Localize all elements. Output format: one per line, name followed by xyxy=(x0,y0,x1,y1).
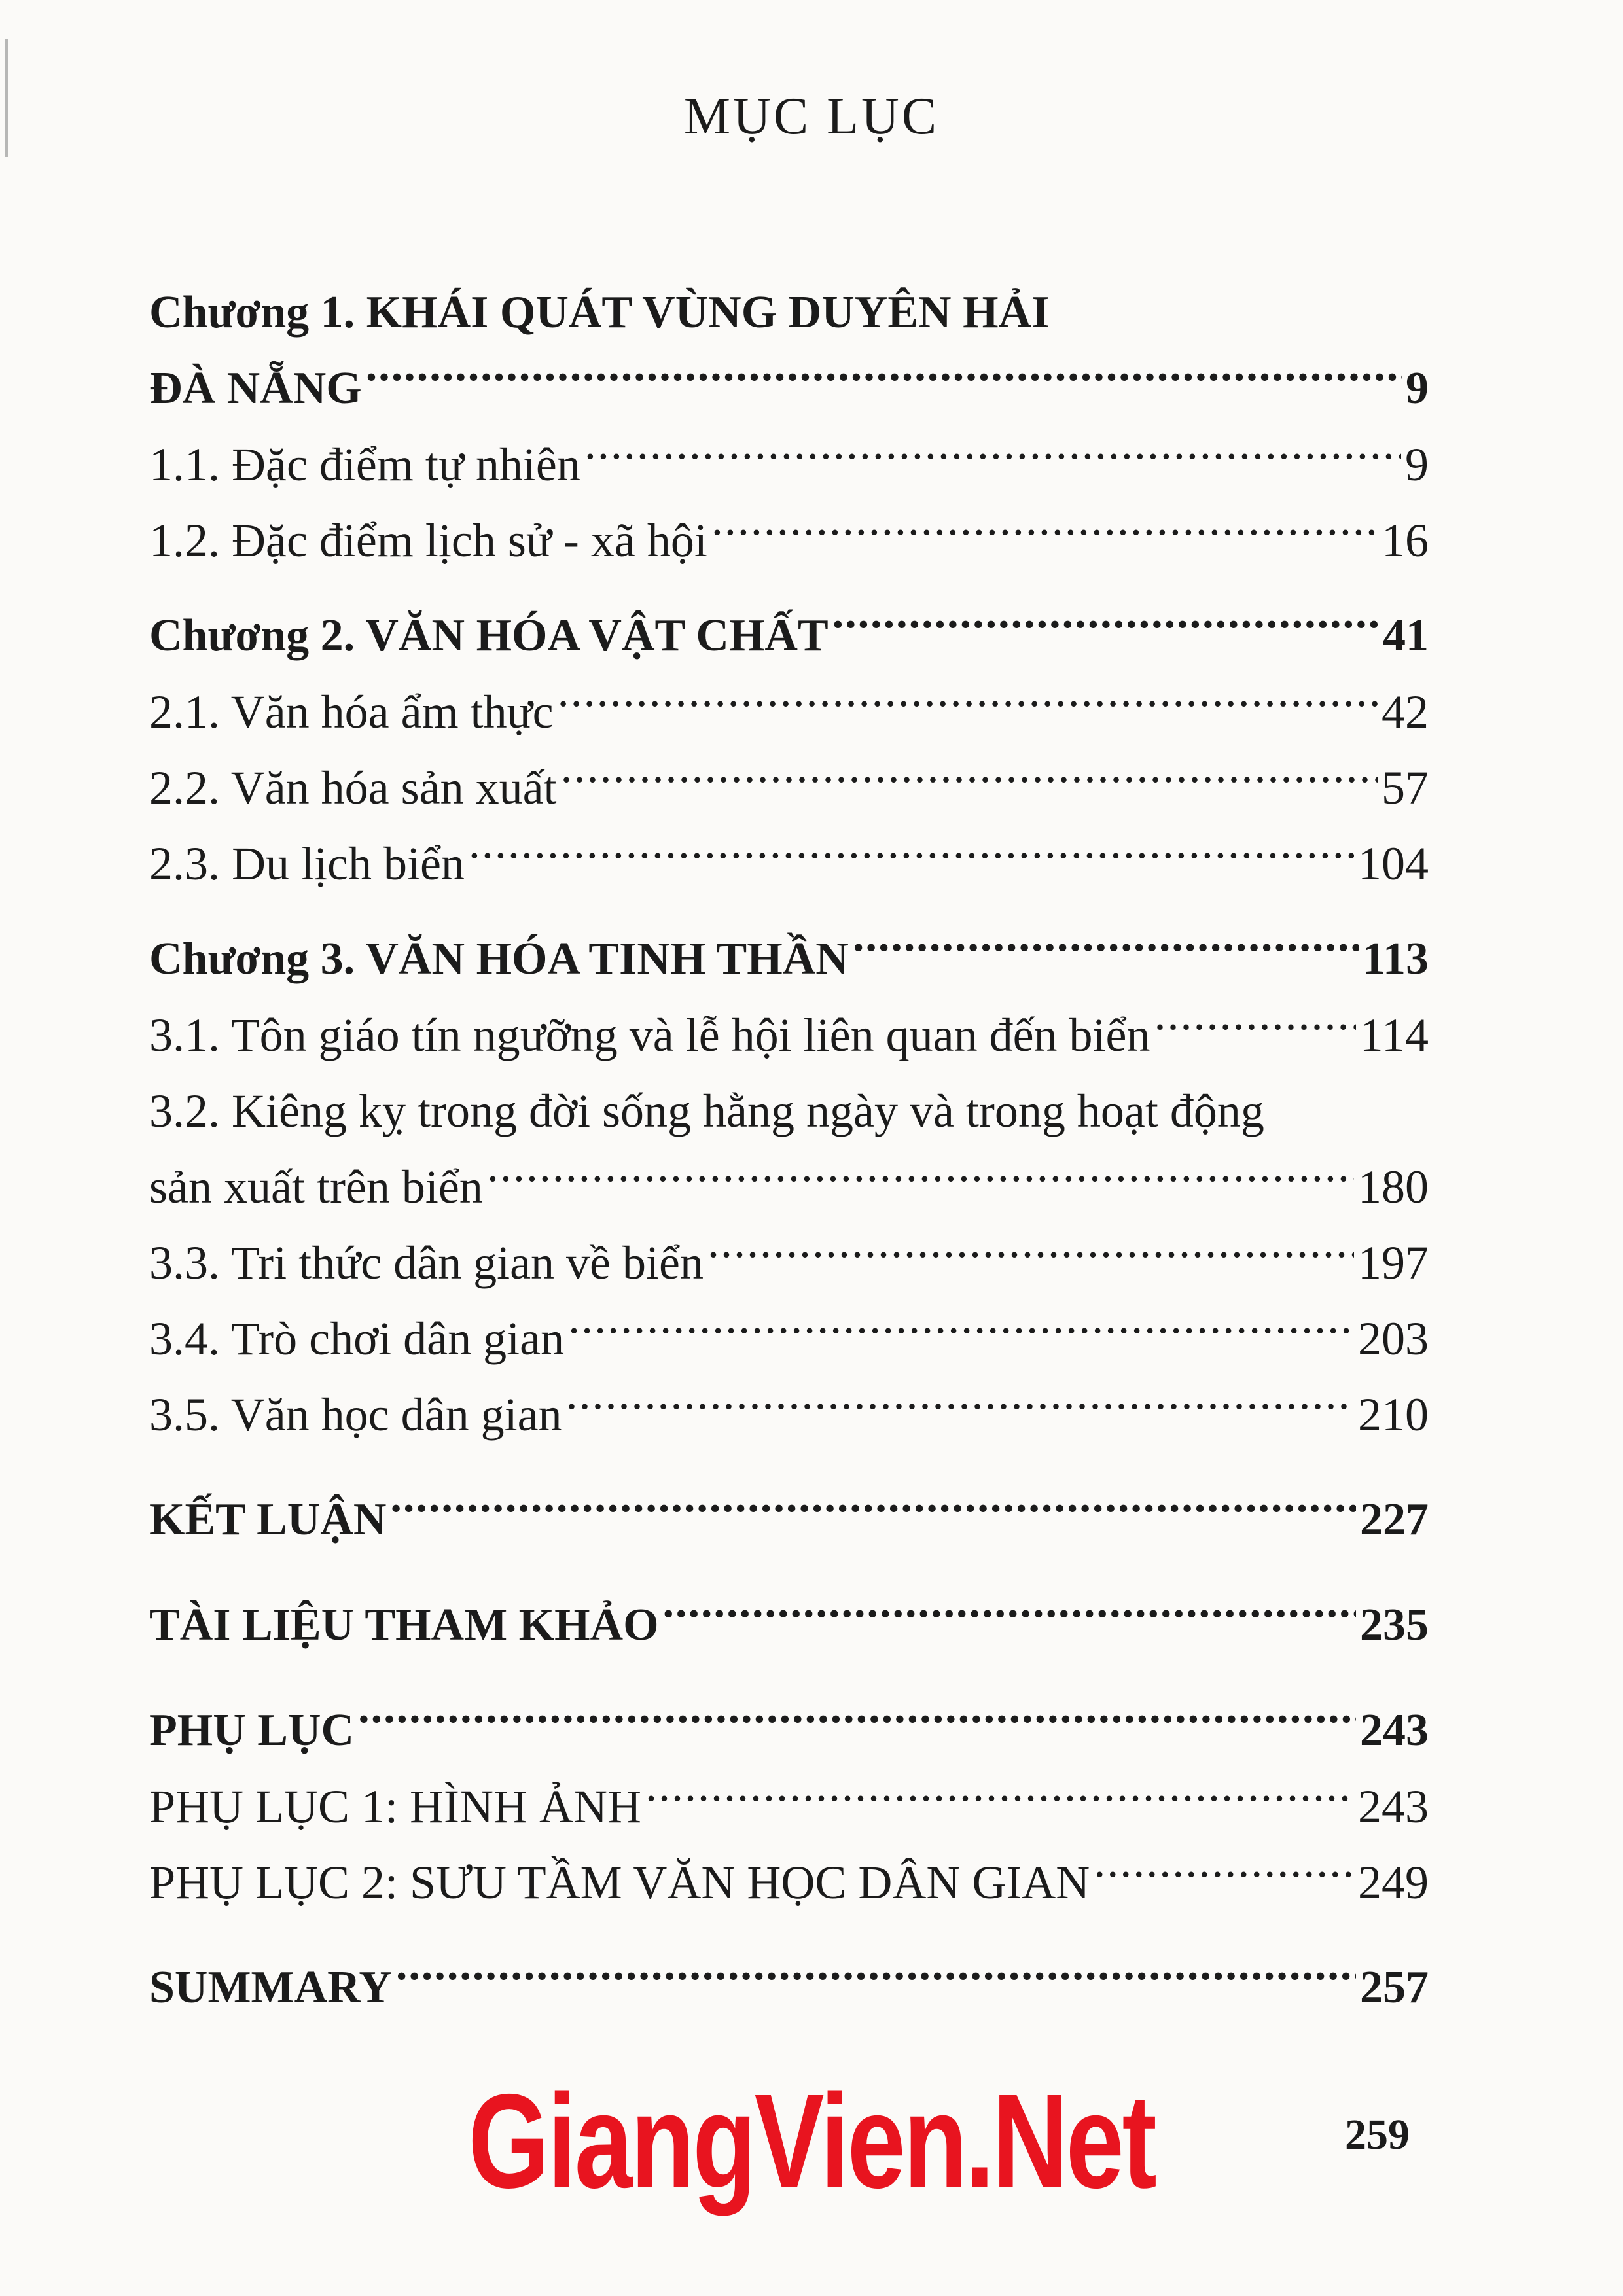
toc-entry-label: PHỤ LỤC xyxy=(149,1705,355,1756)
toc-entry-label: SUMMARY xyxy=(149,1962,392,2013)
toc-entry-section-3-1[interactable] xyxy=(149,997,1429,1073)
toc-entry-summary[interactable] xyxy=(149,1950,1429,2026)
toc-page-number: 180 xyxy=(1358,1161,1429,1213)
toc-entry-chapter-3[interactable] xyxy=(149,921,1429,997)
toc-entry-label: PHỤ LỤC 2: SƯU TẦM VĂN HỌC DÂN GIAN xyxy=(149,1856,1090,1909)
dot-leader xyxy=(707,1231,1354,1279)
toc-entry-section-3-4[interactable] xyxy=(149,1301,1429,1377)
toc-entry-section-3-3[interactable] xyxy=(149,1225,1429,1301)
toc-entry-label: ĐÀ NẴNG xyxy=(149,363,362,414)
toc-page-number: 197 xyxy=(1358,1237,1429,1289)
dot-leader xyxy=(584,433,1401,480)
dot-leader xyxy=(561,756,1378,804)
toc-page-number: 57 xyxy=(1382,762,1429,814)
toc-page-number: 9 xyxy=(1406,363,1429,414)
dot-leader xyxy=(358,1699,1356,1745)
watermark-logo: GiangVien.Net xyxy=(468,2066,1155,2216)
toc-page-number: 16 xyxy=(1382,514,1429,567)
dot-leader xyxy=(487,1156,1354,1203)
toc-entry-label: KẾT LUẬN xyxy=(149,1494,387,1545)
toc-page-number: 41 xyxy=(1383,610,1429,661)
toc-entry-label: sản xuất trên biển xyxy=(149,1161,483,1213)
toc-entry-conclusion[interactable] xyxy=(149,1482,1429,1558)
toc-page-number: 257 xyxy=(1360,1962,1429,2013)
table-of-contents xyxy=(149,275,1429,2026)
toc-page-number: 104 xyxy=(1358,838,1429,890)
dot-leader xyxy=(469,832,1354,879)
toc-page-number: 9 xyxy=(1405,438,1429,491)
toc-entry-label: 2.3. Du lịch biển xyxy=(149,838,465,890)
toc-page-number: 243 xyxy=(1358,1780,1429,1833)
toc-entry-references[interactable] xyxy=(149,1587,1429,1663)
dot-leader xyxy=(396,1956,1356,2002)
toc-entry-label: Chương 2. VĂN HÓA VẬT CHẤT xyxy=(149,610,829,661)
toc-page-number: 42 xyxy=(1382,686,1429,738)
toc-entry-section-2-3[interactable] xyxy=(149,826,1429,902)
toc-entry-label: Chương 3. VĂN HÓA TINH THẦN xyxy=(149,934,849,984)
toc-page-number: 203 xyxy=(1358,1313,1429,1365)
toc-entry-chapter-1-line-1[interactable] xyxy=(149,275,1429,351)
toc-page-number: 227 xyxy=(1360,1494,1429,1545)
toc-entry-section-2-2[interactable] xyxy=(149,750,1429,826)
dot-leader xyxy=(1094,1851,1354,1898)
toc-entry-label: TÀI LIỆU THAM KHẢO xyxy=(149,1600,659,1650)
dot-leader xyxy=(853,928,1359,974)
toc-page-number: 249 xyxy=(1358,1856,1429,1909)
dot-leader xyxy=(558,680,1378,728)
toc-entry-section-2-1[interactable] xyxy=(149,674,1429,750)
toc-entry-chapter-2[interactable] xyxy=(149,598,1429,674)
dot-leader xyxy=(568,1307,1354,1354)
toc-entry-section-1-2[interactable] xyxy=(149,503,1429,578)
toc-entry-appendix-2[interactable] xyxy=(149,1845,1429,1920)
toc-page-number: 114 xyxy=(1359,1009,1429,1061)
toc-entry-label: 3.5. Văn học dân gian xyxy=(149,1388,562,1441)
dot-leader xyxy=(566,1383,1354,1430)
toc-entry-label: 2.1. Văn hóa ẩm thực xyxy=(149,686,554,738)
toc-entry-section-3-2[interactable] xyxy=(149,1149,1429,1225)
toc-entry-label: 3.3. Tri thức dân gian về biển xyxy=(149,1237,704,1289)
toc-entry-label: 3.4. Trò chơi dân gian xyxy=(149,1313,565,1365)
toc-entry-section-3-5[interactable] xyxy=(149,1377,1429,1453)
dot-leader xyxy=(1154,1004,1356,1051)
toc-entry-label: 3.1. Tôn giáo tín ngưỡng và lễ hội liên quan đến biển xyxy=(149,1009,1150,1061)
page-title: MỤC LỤC xyxy=(683,88,940,145)
toc-page-number: 243 xyxy=(1360,1705,1429,1756)
toc-entry-label: PHỤ LỤC 1: HÌNH ẢNH xyxy=(149,1780,641,1833)
toc-entry-label: 1.1. Đặc điểm tự nhiên xyxy=(149,438,580,491)
toc-entry-appendix[interactable] xyxy=(149,1693,1429,1769)
toc-page-number: 210 xyxy=(1358,1388,1429,1441)
toc-entry-label: 3.2. Kiêng kỵ trong đời sống hằng ngày và trong hoạt động xyxy=(149,1085,1264,1137)
dot-leader xyxy=(711,509,1378,556)
toc-entry-label: Chương 1. KHÁI QUÁT VÙNG DUYÊN HẢI xyxy=(149,287,1050,338)
dot-leader xyxy=(832,605,1379,650)
toc-entry-chapter-1[interactable] xyxy=(149,351,1429,427)
toc-page-number: 113 xyxy=(1362,934,1429,984)
dot-leader xyxy=(663,1594,1356,1640)
toc-entry-appendix-1[interactable] xyxy=(149,1769,1429,1845)
toc-page-number: 235 xyxy=(1360,1600,1429,1650)
toc-entry-section-1-1[interactable] xyxy=(149,427,1429,503)
toc-entry-label: 2.2. Văn hóa sản xuất xyxy=(149,762,557,814)
page-number: 259 xyxy=(1345,2111,1410,2159)
dot-leader xyxy=(366,357,1402,403)
toc-entry-section-3-2-line-1[interactable] xyxy=(149,1073,1429,1149)
toc-entry-label: 1.2. Đặc điểm lịch sử - xã hội xyxy=(149,514,707,567)
dot-leader xyxy=(390,1489,1356,1534)
dot-leader xyxy=(645,1775,1354,1822)
